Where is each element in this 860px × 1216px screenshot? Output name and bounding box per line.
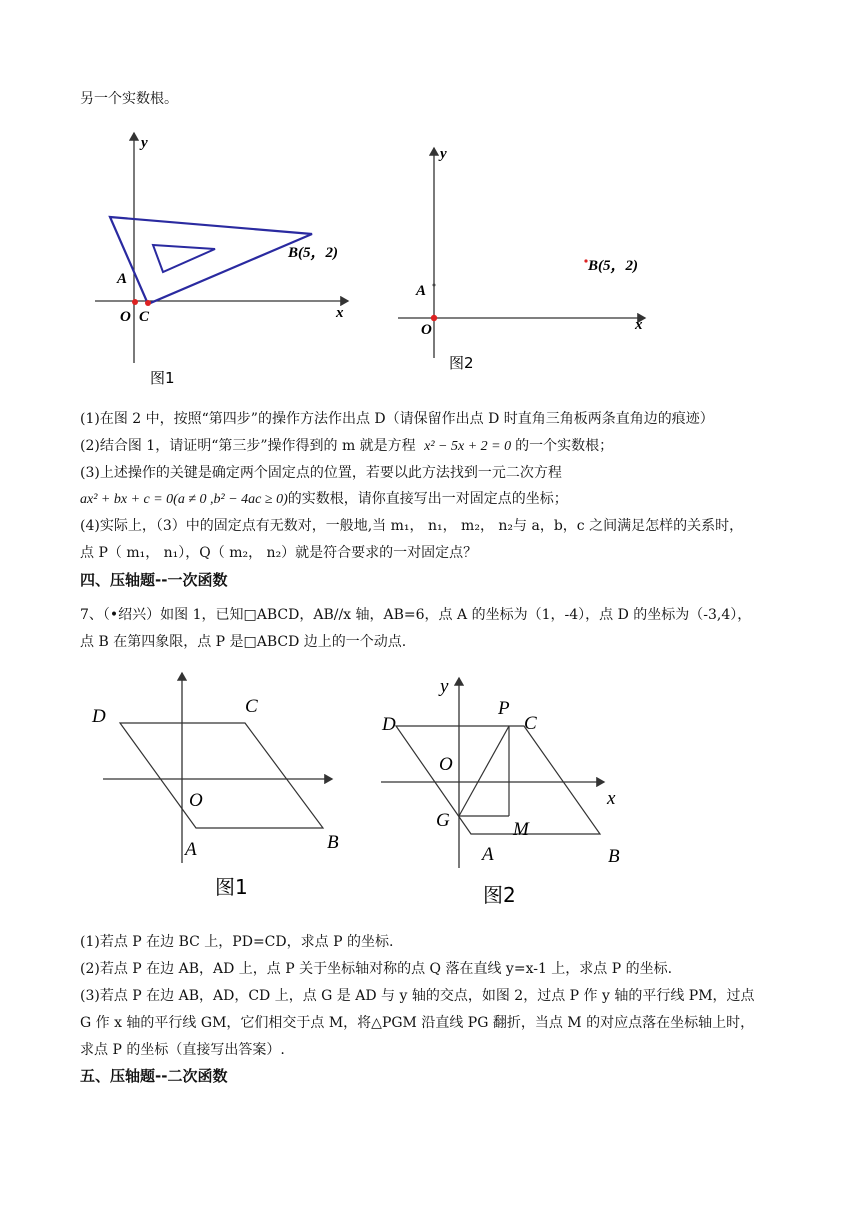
q6-part1: (1)在图 2 中，按照“第四步”的操作方法作出点 D（请保留作出点 D 时直角三角板两条直角边的痕迹）: [80, 411, 714, 427]
label-a: A: [185, 839, 197, 860]
label-x: x: [635, 317, 643, 333]
label-y: y: [141, 135, 148, 151]
q7-line1: 7、（•绍兴）如图 1，已知□ABCD，AB//x 轴，AB=6，点 A 的坐标为（1，-4），点 D 的坐标为（-3,4），: [80, 607, 752, 623]
figure-2: [395, 140, 665, 380]
label-o: O: [421, 322, 432, 338]
equation-1: x² − 5x + 2 = 0: [424, 439, 512, 454]
triangle-ruler-outer: [110, 217, 312, 304]
figure-4: [378, 670, 648, 910]
label-a: A: [117, 271, 128, 287]
label-y: y: [440, 146, 447, 162]
parallelogram-abcd: [120, 723, 323, 828]
label-x: x: [336, 305, 344, 321]
label-y: y: [440, 676, 449, 697]
label-b: B: [327, 832, 339, 853]
label-b: B(5，2): [288, 245, 338, 261]
label-d: D: [382, 714, 396, 735]
q7-sub2: (2)若点 P 在边 AB，AD 上，点 P 关于坐标轴对称的点 Q 落在直线 y=x-1 上，求点 P 的坐标.: [80, 961, 673, 977]
caption-3: 图1: [215, 875, 248, 899]
label-c: C: [139, 309, 150, 325]
q7-sub3a: (3)若点 P 在边 AB，AD，CD 上，点 G 是 AD 与 y 轴的交点，如图 2，过点 P 作 y 轴的平行线 PM，过点: [80, 988, 755, 1004]
label-b: B: [608, 846, 620, 867]
label-m: M: [513, 819, 529, 840]
point-c: [145, 300, 151, 306]
parallelogram-abcd: [396, 726, 600, 834]
caption-1: 图1: [150, 369, 175, 387]
point-o: [132, 299, 138, 305]
q6-part3-eq: ax² + bx + c = 0(a ≠ 0 ,b² − 4ac ≥ 0)的实数根，请你直接写出一对固定点的坐标；: [80, 491, 568, 507]
label-a: A: [482, 844, 494, 865]
q7-sub1: (1)若点 P 在边 BC 上，PD=CD，求点 P 的坐标.: [80, 934, 394, 950]
label-o: O: [120, 309, 131, 325]
q7-sub3b: G 作 x 轴的平行线 GM，它们相交于点 M，将△PGM 沿直线 PG 翻折，当点 M 的对应点落在坐标轴上时，: [80, 1015, 755, 1031]
equation-2: ax² + bx + c = 0(a ≠ 0 ,b² − 4ac ≥ 0): [80, 492, 288, 507]
q7-line2: 点 B 在第四象限，点 P 是□ABCD 边上的一个动点.: [80, 634, 407, 650]
label-p: P: [498, 698, 510, 719]
section-4-heading: 四、压轴题--一次函数: [80, 571, 228, 589]
figure-3: [85, 668, 355, 908]
point-o: [431, 315, 437, 321]
label-x: x: [607, 788, 616, 809]
caption-4: 图2: [483, 883, 516, 907]
label-c: C: [245, 696, 258, 717]
figure-1: [90, 125, 380, 395]
point-a: [433, 284, 436, 287]
label-c: C: [524, 713, 537, 734]
label-o: O: [439, 754, 453, 775]
segment-pg: [459, 726, 509, 816]
label-a: A: [416, 283, 427, 299]
q6-part3: (3)上述操作的关键是确定两个固定点的位置，若要以此方法找到一元二次方程: [80, 465, 562, 481]
label-b: B(5，2): [588, 258, 638, 274]
label-g: G: [436, 810, 450, 831]
label-o: O: [189, 790, 203, 811]
q6-part4: (4)实际上，（3）中的固定点有无数对，一般地,当 m₁， n₁， m₂， n₂与 a，b，c 之间满足怎样的关系时，: [80, 518, 744, 534]
label-d: D: [92, 706, 106, 727]
q6-part2: (2)结合图 1，请证明“第三步”操作得到的 m 就是方程 x² − 5x + 2 = 0 的一个实数根；: [80, 438, 614, 454]
intro-text: 另一个实数根。: [80, 91, 178, 107]
caption-2: 图2: [449, 354, 474, 372]
section-5-heading: 五、压轴题--二次函数: [80, 1067, 228, 1085]
q6-part4b: 点 P（ m₁， n₁），Q（ m₂， n₂）就是符合要求的一对固定点？: [80, 545, 478, 561]
q7-sub3c: 求点 P 的坐标（直接写出答案）.: [80, 1042, 285, 1058]
triangle-ruler-inner: [153, 245, 215, 272]
